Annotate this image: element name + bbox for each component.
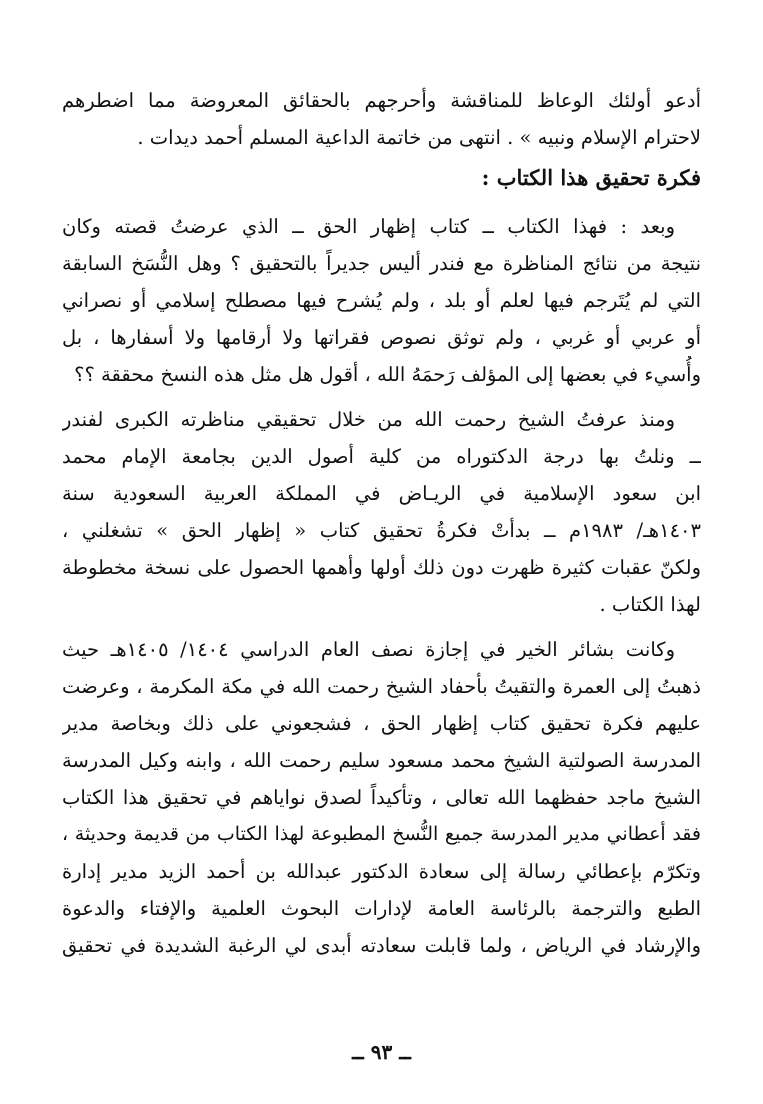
text-line: ابن سعود الإسلامية في الريـاض في المملكة العربية السعودية سنة: [62, 482, 701, 505]
paragraph-2: [62, 401, 701, 623]
text-line: أدعو أولئك الوعاظ للمناقشة وأحرجهم بالحقائق المعروضة مما اضطرهم: [62, 89, 701, 112]
paragraph-intro: [62, 82, 701, 156]
page-body: [62, 82, 701, 964]
text-line: أو عربي أو غربي ، ولم توثق نصوص فقراتها ولا أرقامها ولا أسفارها ، بل: [62, 326, 701, 349]
text-line: وكانت بشائر الخير في إجازة نصف العام الدراسي ١٤٠٤/ ١٤٠٥هـ حيث: [62, 638, 675, 661]
paragraph-1: [62, 208, 701, 393]
paragraph-3: [62, 631, 701, 964]
text-line: ١٤٠٣هـ/ ١٩٨٣م ــ بدأتْ فكرةُ تحقيق كتاب « إظهار الحق » تشغلني ،: [62, 519, 701, 542]
text-line: وأُسيء في بعضها إلى المؤلف رَحمَهُ الله ، أقول هل مثل هذه النسخ محققة ؟؟: [74, 363, 701, 386]
text-line: الطبع والترجمة بالرئاسة العامة لإدارات البحوث العلمية والإفتاء والدعوة: [62, 897, 701, 920]
text-line: ولكنّ عقبات كثيرة ظهرت دون ذلك أولها وأهمها الحصول على نسخة مخطوطة: [62, 556, 701, 579]
text-line: نتيجة من نتائج المناظرة مع فندر أليس جديراً بالتحقيق ؟ وهل النُّسَخ السابقة: [62, 252, 701, 275]
text-line: ــ ونلتُ بها درجة الدكتوراه من كلية أصول الدين بجامعة الإمام محمد: [62, 445, 701, 468]
text-line: التي لم يُتَرجم فيها لعلم أو بلد ، ولم يُشرح فيها مصطلح إسلامي أو نصراني: [62, 289, 701, 312]
text-line: وبعد : فهذا الكتاب ــ كتاب إظهار الحق ــ الذي عرضتُ قصته وكان: [62, 215, 675, 238]
text-line: ذهبتُ إلى العمرة والتقيتُ بأحفاد الشيخ رحمت الله في مكة المكرمة ، وعرضت: [62, 675, 701, 698]
text-line: فقد أعطاني مدير المدرسة جميع النُّسخ المطبوعة لهذا الكتاب من قديمة وحديثة ،: [62, 823, 701, 845]
text-line: المدرسة الصولتية الشيخ محمد مسعود سليم رحمت الله ، وابنه وكيل المدرسة: [62, 749, 701, 772]
text-line: وتكرّم بإعطائي رسالة إلى سعادة الدكتور عبدالله بن أحمد الزيد مدير إدارة: [62, 860, 701, 883]
section-heading: فكرة تحقيق هذا الكتاب :: [481, 165, 701, 190]
page-number: ــ ٩٣ ــ: [352, 1040, 411, 1064]
text-line: لهذا الكتاب .: [599, 593, 701, 616]
text-line: الشيخ ماجد حفظهما الله تعالى ، وتأكيداً لصدق نواياهم في تحقيق هذا الكتاب: [62, 786, 701, 809]
text-line: ومنذ عرفتُ الشيخ رحمت الله من خلال تحقيقي مناظرته الكبرى لفندر: [62, 408, 675, 431]
text-line: والإرشاد في الرياض ، ولما قابلت سعادته أبدى لي الرغبة الشديدة في تحقيق: [62, 934, 701, 957]
text-line: لاحترام الإسلام ونبيه » . انتهى من خاتمة الداعية المسلم أحمد ديدات .: [137, 126, 701, 149]
text-line: عليهم فكرة تحقيق كتاب إظهار الحق ، فشجعوني على ذلك وبخاصة مدير: [62, 712, 701, 735]
